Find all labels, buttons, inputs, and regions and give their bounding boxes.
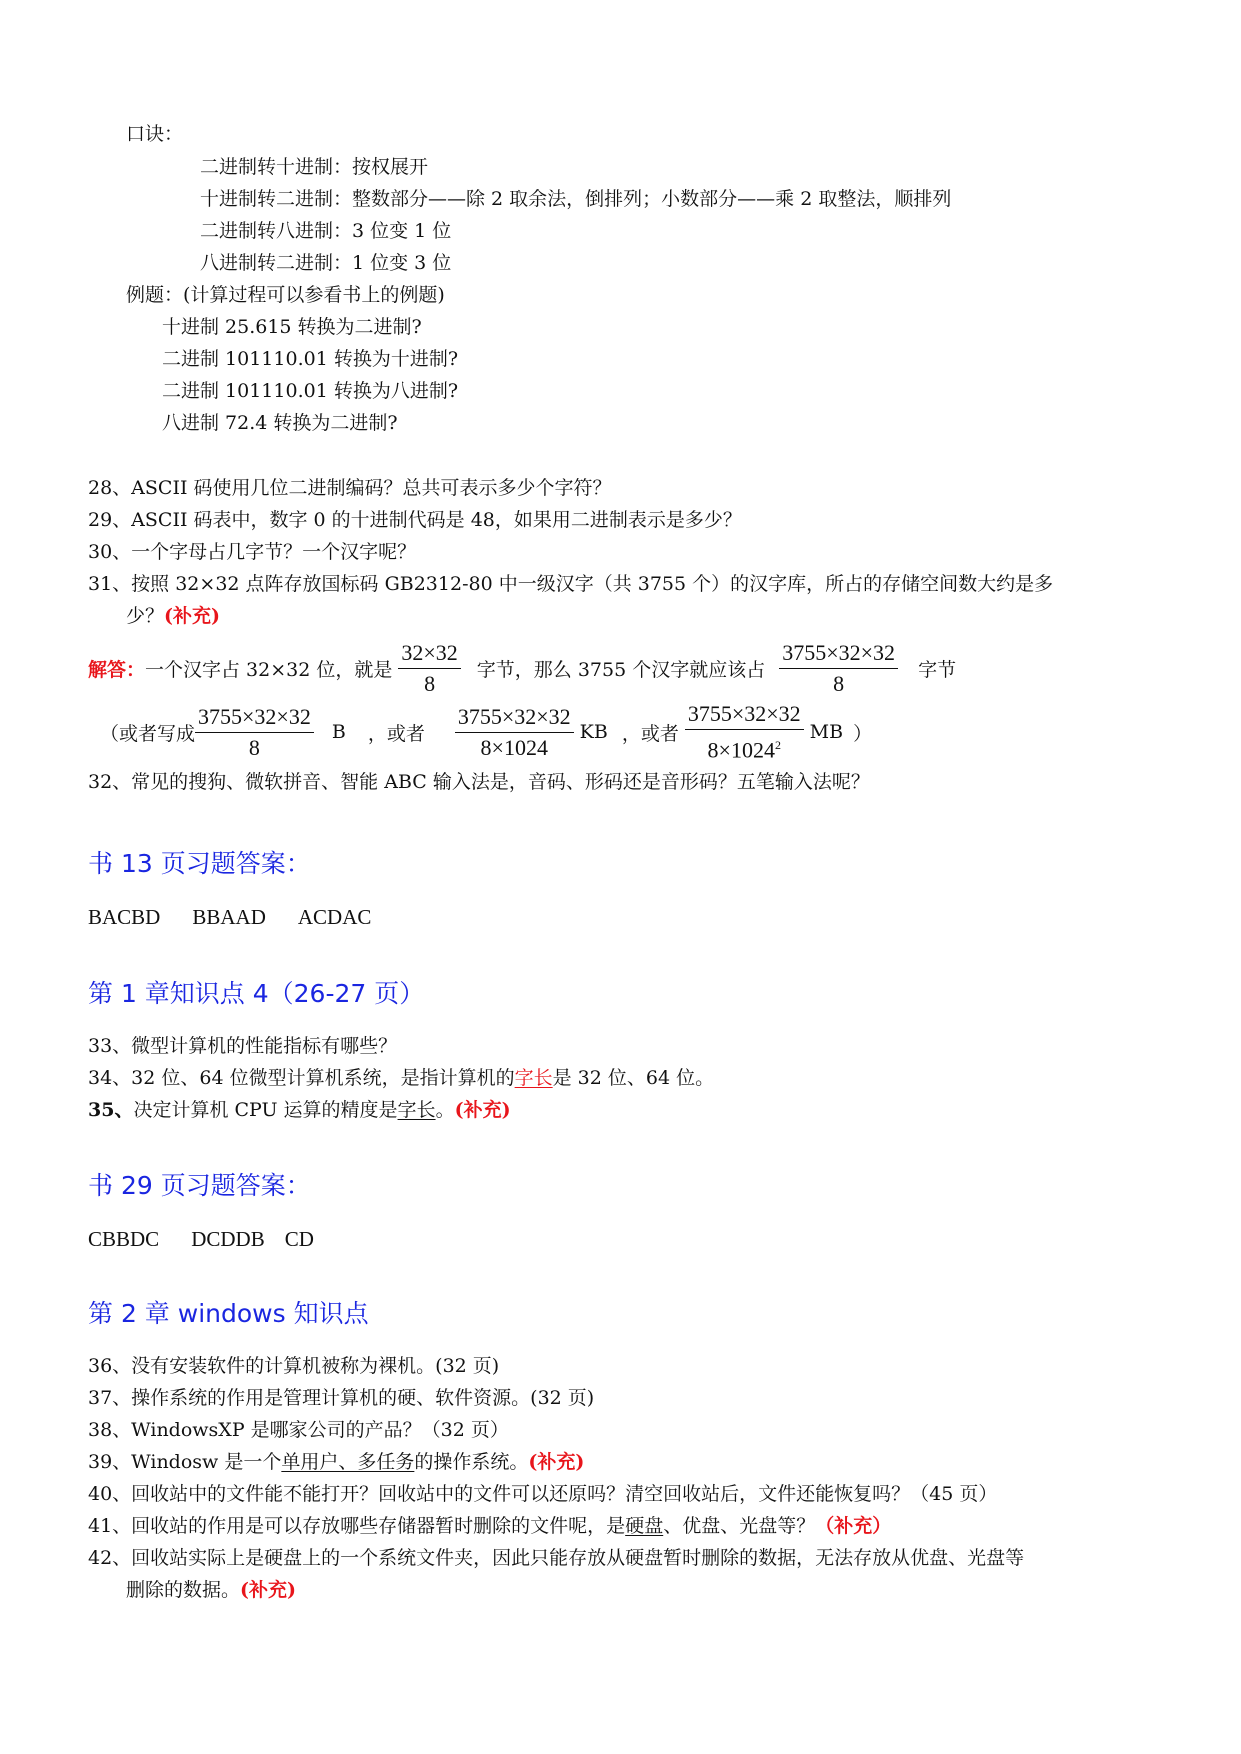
fraction: $\frac{3755\times 32\times 32}{8}$ <box>195 703 314 762</box>
question-36: 36、没有安装软件的计算机被称为裸机。(32 页) <box>88 1355 500 1377</box>
question-30: 30、一个字母占几字节？一个汉字呢？ <box>88 541 417 563</box>
question-35: 35、决定计算机 CPU 运算的精度是字长。(补充) <box>88 1099 511 1121</box>
question-34: 34、32 位、64 位微型计算机系统，是指计算机的字长是 32 位、64 位。 <box>88 1067 715 1089</box>
question-38: 38、WindowsXP 是哪家公司的产品？（32 页） <box>88 1419 509 1441</box>
answers-p29: CBBDC DCDDB CD <box>88 1227 314 1251</box>
example-item: 二进制 101110.01 转换为十进制? <box>162 348 459 370</box>
heading-chapter-2-windows: 第 2 章 windows 知识点 <box>88 1299 369 1328</box>
fraction: $\frac{3755\times 32\times 32}{8\times 1024}$ <box>455 703 574 762</box>
answer-line-2: （或者写成 $\frac{3755\times 32\times 32}{8}$ B ，或者 $\frac{3755\times 32\times 32}{8\times 1024}$ KB ，或者 $\frac{3755\times 32\times 32}{8\times 1024^2}$ MB ） <box>100 700 873 763</box>
mnemonic-title: 口诀： <box>126 123 184 145</box>
question-31-line1: 31、按照 32×32 点阵存放国标码 GB2312-80 中一级汉字（共 3755 个）的汉字库，所占的存储空间数大约是多 <box>88 573 1054 595</box>
mnemonic-line: 八进制转二进制：1 位变 3 位 <box>200 252 452 274</box>
heading-chapter-1: 第 1 章知识点 4（26-27 页） <box>88 979 425 1008</box>
question-41: 41、回收站的作用是可以存放哪些存储器暂时删除的文件呢，是硬盘、优盘、光盘等？（补充） <box>88 1515 892 1537</box>
example-item: 二进制 101110.01 转换为八进制? <box>162 380 459 402</box>
question-28: 28、ASCII 码使用几位二进制编码？总共可表示多少个字符？ <box>88 477 612 499</box>
answer-line-1: 解答： 一个汉字占 32×32 位，就是 $\frac{32\times 32}{8}$ 字节，那么 3755 个汉字就应该占 $\frac{3755\times 32\times 32}{8}$ 字节 <box>88 639 957 696</box>
fraction: $\frac{3755\times 32\times 32}{8}$ <box>779 639 898 698</box>
mnemonic-line: 二进制转八进制：3 位变 1 位 <box>200 220 452 242</box>
keyword-single-user-multitask: 单用户、多任务 <box>281 1451 415 1473</box>
supplement-tag: (补充) <box>528 1451 585 1473</box>
mnemonic-line: 二进制转十进制：按权展开 <box>200 156 429 178</box>
question-33: 33、微型计算机的性能指标有哪些？ <box>88 1035 398 1057</box>
question-39: 39、Windosw 是一个单用户、多任务的操作系统。(补充) <box>88 1451 585 1473</box>
example-item: 十进制 25.615 转换为二进制? <box>162 316 422 338</box>
question-32: 32、常见的搜狗、微软拼音、智能 ABC 输入法是，音码、形码还是音形码？五笔输入法呢？ <box>88 771 870 793</box>
question-31-line2: 少？(补充) <box>126 605 220 627</box>
supplement-tag: (补充) <box>164 605 220 627</box>
supplement-tag: （补充） <box>815 1515 892 1537</box>
supplement-tag: (补充) <box>454 1099 511 1121</box>
question-37: 37、操作系统的作用是管理计算机的硬、软件资源。(32 页) <box>88 1387 595 1409</box>
heading-p13-answers: 书 13 页习题答案： <box>88 849 311 878</box>
question-42-line1: 42、回收站实际上是硬盘上的一个系统文件夹，因此只能存放从硬盘暂时删除的数据，无法存放从优盘、光盘等 <box>88 1547 1025 1569</box>
question-40: 40、回收站中的文件能不能打开？回收站中的文件可以还原吗？清空回收站后，文件还能恢复吗？（45 页） <box>88 1483 998 1505</box>
fraction: $\frac{32\times 32}{8}$ <box>398 639 460 698</box>
fraction: $\frac{3755\times 32\times 32}{8\times 1024^2}$ <box>685 700 804 764</box>
question-29: 29、ASCII 码表中，数字 0 的十进制代码是 48，如果用二进制表示是多少？ <box>88 509 742 531</box>
mnemonic-line: 十进制转二进制：整数部分——除 2 取余法，倒排列；小数部分——乘 2 取整法，顺排列 <box>200 188 952 210</box>
example-title: 例题：(计算过程可以参看书上的例题) <box>126 284 445 306</box>
question-42-line2: 删除的数据。(补充) <box>126 1579 296 1601</box>
answer-label: 解答： <box>88 658 146 681</box>
heading-p29-answers: 书 29 页习题答案： <box>88 1171 311 1200</box>
example-item: 八进制 72.4 转换为二进制? <box>162 412 398 434</box>
answers-p13: BACBD BBAAD ACDAC <box>88 905 372 929</box>
keyword-word-length: 字长 <box>514 1067 553 1089</box>
keyword-hard-disk: 硬盘 <box>625 1515 664 1537</box>
supplement-tag: (补充) <box>240 1579 296 1601</box>
keyword-word-length: 字长 <box>397 1099 436 1121</box>
